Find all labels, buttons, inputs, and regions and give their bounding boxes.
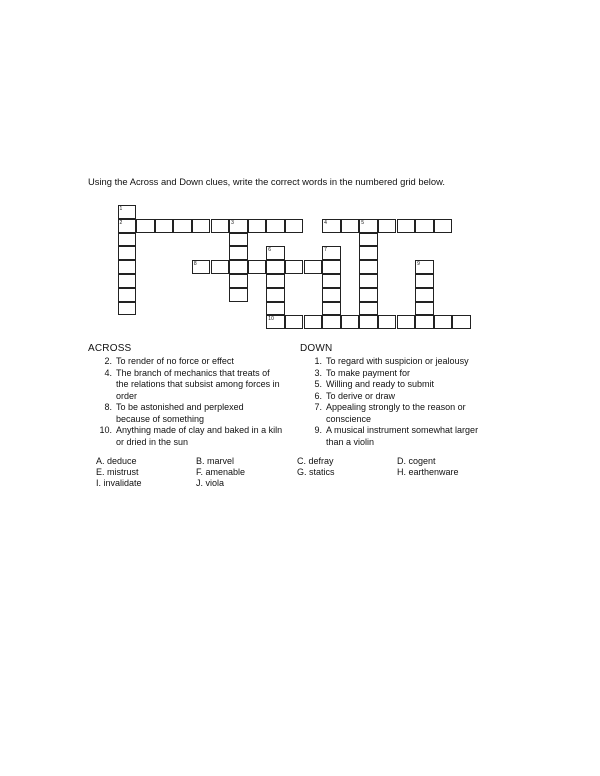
grid-cell[interactable] bbox=[434, 219, 453, 233]
clue-text: Appealing strongly to the reason or conscience bbox=[326, 402, 466, 424]
across-clue bbox=[88, 368, 288, 403]
grid-cell[interactable] bbox=[229, 260, 248, 274]
down-clue bbox=[298, 356, 508, 368]
down-clue-list bbox=[298, 356, 508, 448]
grid-cell[interactable] bbox=[266, 302, 285, 316]
grid-cell[interactable] bbox=[248, 219, 267, 233]
grid-cell[interactable] bbox=[118, 205, 137, 219]
grid-cell[interactable] bbox=[322, 274, 341, 288]
grid-cell[interactable] bbox=[322, 260, 341, 274]
grid-cell[interactable] bbox=[266, 288, 285, 302]
grid-cell[interactable] bbox=[415, 302, 434, 316]
word-bank-item: J. viola bbox=[196, 478, 225, 488]
grid-cell[interactable] bbox=[266, 274, 285, 288]
clue-text: To derive or draw bbox=[326, 390, 396, 401]
grid-cell[interactable] bbox=[359, 315, 378, 329]
clue-text: The branch of mechanics that treats of the relations that subsist among forces in order bbox=[116, 367, 280, 401]
across-heading: ACROSS bbox=[88, 343, 132, 354]
grid-cell[interactable] bbox=[118, 233, 137, 247]
word-bank-item: A. deduce bbox=[96, 456, 137, 466]
across-clue bbox=[88, 402, 288, 425]
grid-cell[interactable] bbox=[359, 288, 378, 302]
clue-number-label: 3 bbox=[231, 219, 234, 226]
grid-cell[interactable] bbox=[118, 246, 137, 260]
word-bank-item: H. earthenware bbox=[397, 467, 459, 477]
clue-number-label: 8 bbox=[193, 261, 197, 268]
grid-cell[interactable] bbox=[229, 219, 248, 233]
clue-number: 4. bbox=[104, 367, 112, 378]
clue-text: To be astonished and perplexed because of something bbox=[116, 402, 244, 424]
grid-cell[interactable] bbox=[434, 315, 453, 329]
down-clue bbox=[298, 379, 508, 391]
grid-cell[interactable] bbox=[229, 274, 248, 288]
clue-number-label: 5 bbox=[361, 219, 365, 226]
down-clue bbox=[298, 425, 508, 448]
clue-number-label: 6 bbox=[268, 247, 272, 254]
clue-number: 3. bbox=[314, 367, 322, 378]
instructions: Using the Across and Down clues, write the correct words in the numbered grid below. bbox=[88, 176, 445, 187]
clue-number: 7. bbox=[314, 402, 322, 412]
word-bank-item: G. statics bbox=[297, 467, 335, 477]
grid-cell[interactable] bbox=[359, 274, 378, 288]
grid-cell[interactable] bbox=[248, 260, 267, 274]
word-bank-item: E. mistrust bbox=[96, 467, 139, 477]
word-bank-item: I. invalidate bbox=[96, 478, 142, 488]
grid-cell[interactable] bbox=[229, 233, 248, 247]
across-clue bbox=[88, 356, 288, 368]
clue-number-label: 7 bbox=[324, 247, 327, 254]
grid-cell[interactable] bbox=[118, 302, 137, 316]
clue-number-label: 9 bbox=[417, 261, 420, 268]
word-bank-item: B. marvel bbox=[196, 456, 235, 466]
grid-cell[interactable] bbox=[118, 274, 137, 288]
down-clue bbox=[298, 368, 508, 380]
grid-cell[interactable] bbox=[397, 315, 416, 329]
grid-cell[interactable] bbox=[359, 260, 378, 274]
grid-cell[interactable] bbox=[322, 288, 341, 302]
across-clue bbox=[88, 425, 288, 448]
grid-cell[interactable] bbox=[285, 219, 304, 233]
clue-number: 5. bbox=[314, 379, 322, 389]
grid-cell[interactable] bbox=[359, 302, 378, 316]
grid-cell[interactable] bbox=[322, 315, 341, 329]
grid-cell[interactable] bbox=[229, 246, 248, 260]
grid-cell[interactable] bbox=[266, 219, 285, 233]
word-bank-item: D. cogent bbox=[397, 456, 436, 466]
grid-cell[interactable] bbox=[322, 246, 341, 260]
clue-text: To regard with suspicion or jealousy bbox=[326, 356, 469, 366]
grid-cell[interactable] bbox=[173, 219, 192, 233]
clue-number-label: 4 bbox=[324, 219, 327, 226]
grid-cell[interactable] bbox=[341, 219, 360, 233]
grid-cell[interactable] bbox=[304, 315, 323, 329]
clue-text: A musical instrument somewhat larger than a violin bbox=[326, 425, 479, 447]
grid-cell[interactable] bbox=[192, 260, 211, 274]
down-clue bbox=[298, 402, 508, 425]
grid-cell[interactable] bbox=[285, 315, 304, 329]
clue-number-label: 2 bbox=[119, 219, 123, 226]
down-heading: DOWN bbox=[300, 343, 333, 354]
grid-cell[interactable] bbox=[415, 219, 434, 233]
grid-cell[interactable] bbox=[452, 315, 471, 329]
grid-cell[interactable] bbox=[211, 219, 230, 233]
clue-number: 9. bbox=[314, 425, 322, 435]
word-bank-item: F. amenable bbox=[196, 467, 246, 477]
grid-cell[interactable] bbox=[136, 219, 155, 233]
clue-number: 2. bbox=[104, 356, 112, 366]
grid-cell[interactable] bbox=[359, 246, 378, 260]
across-clue-list bbox=[88, 356, 288, 448]
grid-cell[interactable] bbox=[155, 219, 174, 233]
grid-cell[interactable] bbox=[118, 288, 137, 302]
clue-number: 1. bbox=[314, 356, 322, 366]
word-bank-item: C. defray bbox=[297, 456, 334, 466]
clue-text: Anything made of clay and baked in a kiln or dried in the sun bbox=[116, 425, 283, 447]
grid-cell[interactable] bbox=[285, 260, 304, 274]
grid-cell[interactable] bbox=[266, 315, 285, 329]
grid-cell[interactable] bbox=[266, 246, 285, 260]
grid-cell[interactable] bbox=[397, 219, 416, 233]
grid-cell[interactable] bbox=[118, 260, 137, 274]
grid-cell[interactable] bbox=[192, 219, 211, 233]
grid-cell[interactable] bbox=[211, 260, 230, 274]
grid-cell[interactable] bbox=[378, 315, 397, 329]
clue-text: To render of no force or effect bbox=[116, 356, 234, 366]
grid-cell[interactable] bbox=[341, 315, 360, 329]
grid-cell[interactable] bbox=[322, 302, 341, 316]
clue-text: To make payment for bbox=[326, 367, 411, 378]
grid-cell[interactable] bbox=[304, 260, 323, 274]
grid-cell[interactable] bbox=[359, 219, 378, 233]
grid-cell[interactable] bbox=[378, 219, 397, 233]
grid-cell[interactable] bbox=[415, 274, 434, 288]
clue-number: 8. bbox=[104, 402, 112, 412]
grid-cell[interactable] bbox=[322, 219, 341, 233]
down-clue bbox=[298, 391, 508, 403]
grid-cell[interactable] bbox=[415, 315, 434, 329]
clue-number: 10. bbox=[99, 425, 112, 435]
clue-number-label: 10 bbox=[268, 316, 274, 323]
grid-cell[interactable] bbox=[359, 233, 378, 247]
grid-cell[interactable] bbox=[266, 260, 285, 274]
clue-number-label: 1 bbox=[119, 206, 123, 212]
clue-number: 6. bbox=[314, 390, 322, 401]
grid-cell[interactable] bbox=[118, 219, 137, 233]
grid-cell[interactable] bbox=[229, 288, 248, 302]
grid-cell[interactable] bbox=[415, 288, 434, 302]
grid-cell[interactable] bbox=[415, 260, 434, 274]
clue-text: Willing and ready to submit bbox=[326, 379, 435, 389]
